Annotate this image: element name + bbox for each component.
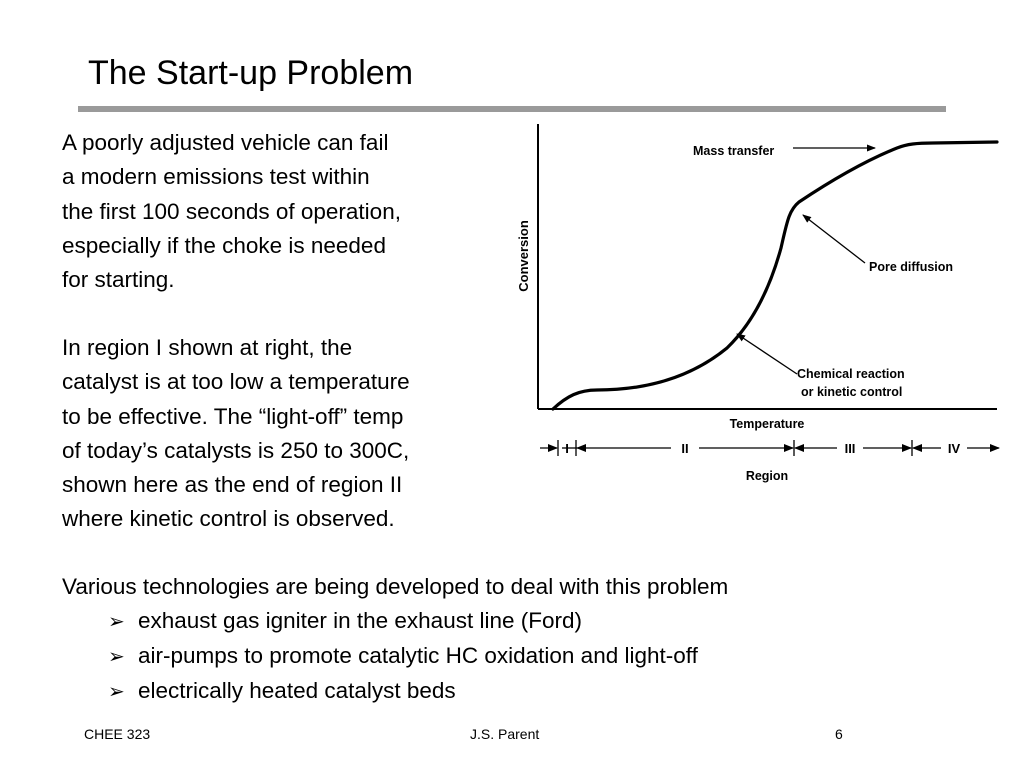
- x-axis-label: Temperature: [729, 417, 805, 431]
- intro-paragraph: [62, 126, 512, 297]
- list-item: [108, 604, 962, 639]
- region-label-i: I: [565, 441, 569, 456]
- mass-transfer-label: Mass transfer: [693, 144, 775, 158]
- chemical-reaction-label: Chemical reaction: [797, 367, 905, 381]
- intro-line: a modern emissions test within: [62, 164, 370, 190]
- arrow-bullet-icon: ➢: [108, 681, 125, 703]
- technologies-section: [62, 570, 962, 709]
- technology-item-text: exhaust gas igniter in the exhaust line (Ford): [138, 608, 582, 633]
- intro-line: the first 100 seconds of operation,: [62, 198, 401, 224]
- footer-author: J.S. Parent: [470, 726, 540, 742]
- figure-svg: [505, 118, 1005, 488]
- footer-page-number: 6: [835, 726, 843, 742]
- title-underline: [78, 106, 946, 112]
- intro-line: for starting.: [62, 267, 175, 293]
- region-line: shown here as the end of region II: [62, 472, 403, 498]
- region-line: where kinetic control is observed.: [62, 506, 395, 532]
- region-axis-label: Region: [745, 469, 789, 483]
- region-line: In region I shown at right, the: [62, 335, 353, 360]
- arrow-bullet-icon: ➢: [108, 646, 125, 668]
- region-line: of today’s catalysts is 250 to 300C,: [62, 437, 410, 463]
- conversion-curve: [553, 142, 997, 409]
- intro-line: especially if the choke is needed: [62, 232, 386, 258]
- region-paragraph: [62, 331, 512, 537]
- region-label-iv: IV: [947, 441, 961, 456]
- arrow-bullet-icon: ➢: [108, 611, 125, 633]
- pore-diffusion-label: Pore diffusion: [869, 260, 954, 274]
- y-axis-label: Conversion: [516, 220, 531, 292]
- technology-item-text: air-pumps to promote catalytic HC oxidation and light-off: [138, 643, 698, 668]
- region-line: catalyst is at too low a temperature: [62, 369, 410, 395]
- kinetic-control-label: or kinetic control: [801, 385, 903, 399]
- conversion-temperature-figure: [505, 118, 1005, 488]
- technology-item-text: electrically heated catalyst beds: [138, 678, 456, 703]
- region-label-ii: II: [681, 441, 689, 456]
- chemical-reaction-arrow: [737, 334, 797, 374]
- pore-diffusion-arrow: [803, 215, 865, 263]
- list-item: [108, 639, 962, 674]
- region-line: to be effective. The “light-off” temp: [62, 403, 404, 429]
- region-scale: [540, 440, 999, 456]
- technologies-lead: Various technologies are being developed to deal with this problem: [62, 574, 729, 599]
- intro-line: A poorly adjusted vehicle can fail: [62, 130, 389, 155]
- list-item: [108, 674, 962, 709]
- technologies-list: [62, 604, 962, 709]
- slide-title: The Start-up Problem: [88, 54, 414, 92]
- footer-course: CHEE 323: [84, 726, 151, 742]
- region-label-iii: III: [844, 441, 856, 456]
